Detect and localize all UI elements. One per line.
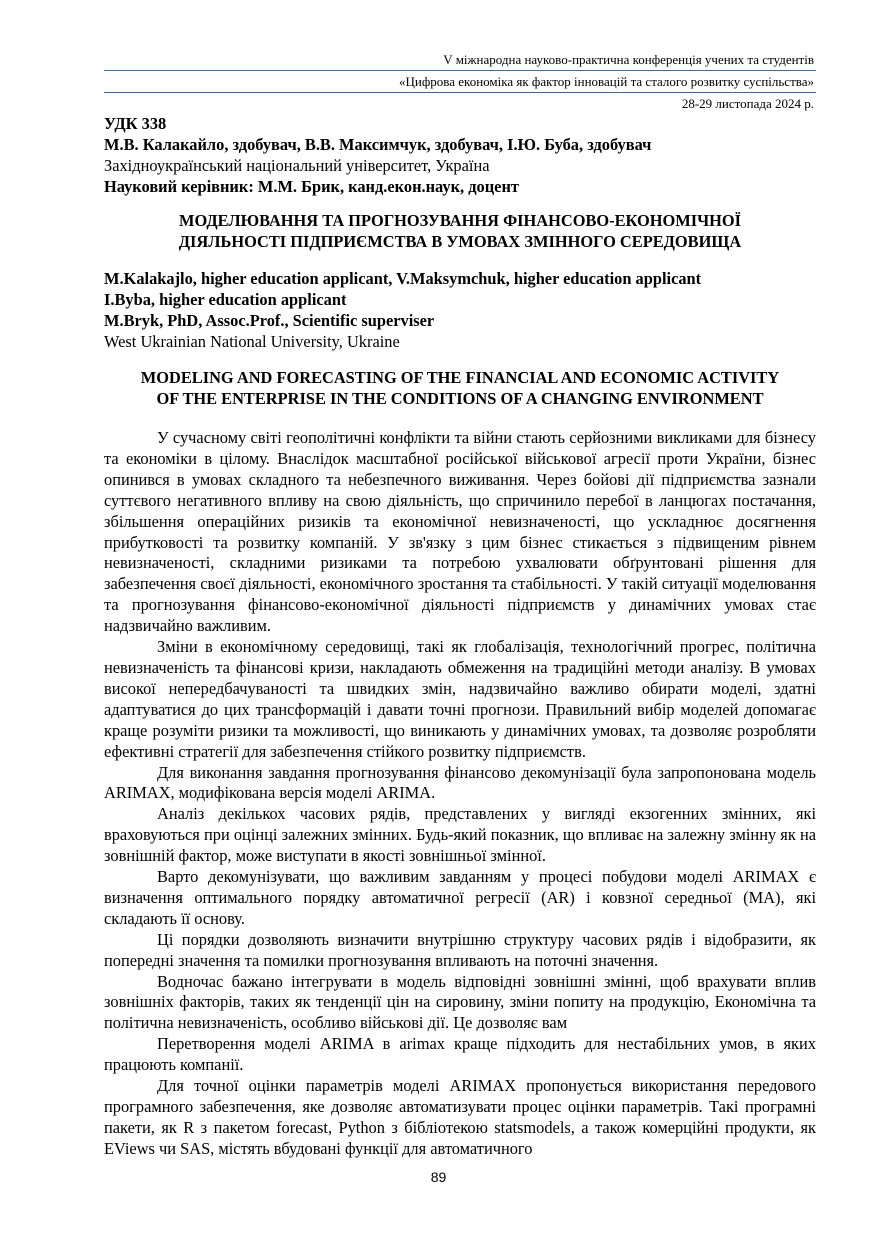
authors-ua: М.В. Калакайло, здобувач, В.В. Максимчук, здобувач, І.Ю. Буба, здобувач [104, 135, 652, 154]
paragraph: Перетворення моделі ARIMA в arimax краще підходить для нестабільних умов, в яких працюють компанії. [104, 1034, 816, 1075]
authors-en-line2: I.Byba, higher education applicant [104, 290, 347, 309]
udk-code: УДК 338 [104, 114, 167, 133]
body-text [104, 428, 816, 1160]
paragraph: Аналіз декількох часових рядів, представлених у вигляді екзогенних змінних, які враховуються при оцінці залежних змінних. Будь-який показник, що впливає на залежну змінну як на зовнішній фактор, може виступати в якості зовнішньої змінної. [104, 804, 816, 866]
authors-en-line3: M.Bryk, PhD, Assoc.Prof., Scientific superviser [104, 311, 435, 330]
conference-header-line1: V міжнародна науково-практична конференція учених та студентів [443, 52, 814, 67]
title-en-line2: OF THE ENTERPRISE IN THE CONDITIONS OF A CHANGING ENVIRONMENT [156, 389, 764, 408]
paragraph: Для виконання завдання прогнозування фінансово декомунізації була запропонована модель ARIMAX, модифікована версія моделі ARIMA. [104, 762, 816, 803]
title-ua-line1: МОДЕЛЮВАННЯ ТА ПРОГНОЗУВАННЯ ФІНАНСОВО-ЕКОНОМІЧНОЇ [179, 211, 741, 230]
en-author-block [104, 268, 814, 352]
title-en-line1: MODELING AND FORECASTING OF THE FINANCIAL AND ECONOMIC ACTIVITY [140, 368, 780, 387]
page-number: 89 [430, 1169, 447, 1185]
conference-date: 28-29 листопада 2024 р. [681, 96, 814, 111]
paragraph: Зміни в економічному середовищі, такі як глобалізація, технологічний прогрес, політична невизначеність та фінансові кризи, накладають обмеження на традиційні методи аналізу. В умовах високої непередбачуваності та швидких змін, надзвичайно важливо обирати моделі, здатні адаптуватися до цих трансформацій і давати точні прогнози. Правильний вибір моделей допомагає краще розуміти ризики та можливості, що виникають у динамічних умовах, та дозволяє розробляти ефективні стратегії для забезпечення стійкого розвитку підприємств. [104, 637, 816, 761]
ua-author-block [104, 113, 814, 197]
paragraph: Для точної оцінки параметрів моделі ARIMAX пропонується використання передового програмного забезпечення, яке дозволяє автоматизувати процес оцінки параметрів. Такі програмні пакети, як R з пакетом forecast, Python з бібліотекою statsmodels, а також комерційні продукти, як EViews чи SAS, містять вбудовані функції для автоматичного [104, 1076, 816, 1158]
affiliation-en: West Ukrainian National University, Ukraine [104, 332, 400, 351]
title-ua-line2: ДІЯЛЬНОСТІ ПІДПРИЄМСТВА В УМОВАХ ЗМІННОГО СЕРЕДОВИЩА [178, 232, 742, 251]
title-en [104, 367, 816, 409]
conference-header-line2: «Цифрова економіка як фактор інновацій та сталого розвитку суспільства» [399, 74, 814, 89]
paragraph: Водночас бажано інтегрувати в модель відповідні зовнішні змінні, щоб врахувати вплив зовнішніх факторів, таких як тенденції цін на сировину, зміни попиту на продукцію, Економічна та політична невизначеність, особливо військові дії. Це дозволяє вам [104, 971, 816, 1033]
supervisor-ua: Науковий керівник: М.М. Брик, канд.екон.наук, доцент [104, 177, 519, 196]
paragraph: Ці порядки дозволяють визначити внутрішню структуру часових рядів і відобразити, як попередні значення та помилки прогнозування впливають на поточні значення. [104, 929, 816, 970]
affiliation-ua: Західноукраїнський національний університет, Україна [104, 156, 490, 175]
authors-en-line1: M.Kalakajlo, higher education applicant, V.Maksymchuk, higher education applicant [104, 269, 702, 288]
title-ua [104, 210, 816, 252]
paragraph: Варто декомунізувати, що важливим завданням у процесі побудови моделі ARIMAX є визначення оптимального порядку автоматичної регресії (AR) і ковзної середньої (MA), які складають її основу. [104, 867, 816, 928]
header-rule-1 [104, 70, 816, 71]
paragraph: У сучасному світі геополітичні конфлікти та війни стають серйозними викликами для бізнесу та економіки в цілому. Внаслідок масштабної російської військової агресії проти України, бізнес опинився в умовах складного та небезпечного виживання. Через бойові дії підприємства зазнали суттєвого негативного впливу на свою діяльність, що спричинило перебої в ланцюгах постачання, збільшення операційних ризиків та економічної невизначеності, що ускладнює досягнення прибутковості та розвитку компаній. У зв'язку з цим бізнес стикається з підвищеним рівнем невизначеності, складними ризиками та потребою ухвалювати обґрунтовані рішення для забезпечення своєї діяльності, економічного зростання та стабільності. У такій ситуації моделювання та прогнозування фінансово-економічної діяльності підприємств у динамічних умовах стає надзвичайно важливим. [104, 428, 816, 636]
header-rule-2 [104, 92, 816, 93]
